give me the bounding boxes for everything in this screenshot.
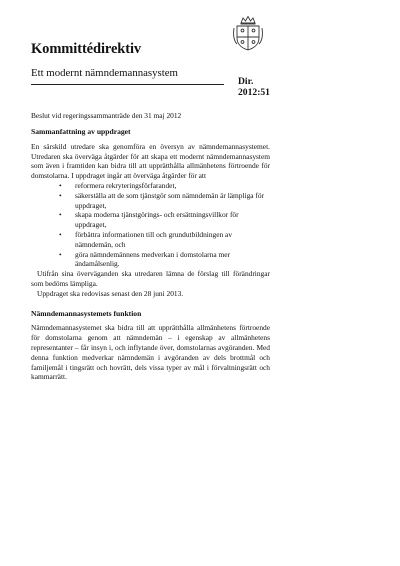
coat-of-arms-icon	[232, 15, 264, 51]
directive-number: 2012:51	[238, 87, 270, 98]
directive-label: Dir.	[238, 76, 254, 87]
section-paragraph: Utifrån sina överväganden ska utredaren lämna de förslag till förändringar som bedöms lämpliga.	[31, 269, 270, 288]
document-body	[31, 127, 270, 382]
section-paragraph: Uppdraget ska redovisas senast den 28 juni 2013.	[37, 288, 184, 298]
bullet-icon: •	[59, 249, 62, 259]
bullet-item: • skapa moderna tjänstgörings- och ersättningsvillkor för uppdraget,	[59, 210, 239, 230]
section-heading: Sammanfattning av uppdraget	[31, 127, 131, 136]
bullet-icon: •	[59, 180, 62, 190]
bullet-item: • förbättra informationen till och grundutbildningen av nämndemän, och	[59, 229, 233, 249]
section-paragraph: Nämndemannasystemet ska bidra till att upprätthålla allmänhetens förtroende för domstolarna genom att nämndemän – i egenskap av allmänhetens representanter – får insyn i, och inflytande över, domstolarnas avgöranden. Med denna funktion medverkar nämndemän i avgöranden av dels brottmål och familjemål i tingsrätt och hovrätt, dels vissa typer av mål i förvaltningsrätt och kammarrätt.	[31, 323, 270, 382]
section-heading: Nämndemannasystemets funktion	[31, 308, 142, 318]
section-summary	[31, 127, 270, 299]
bullet-icon: •	[59, 190, 62, 200]
document-title: Kommittédirektiv	[31, 41, 142, 57]
bullet-list	[31, 181, 270, 269]
title-divider	[31, 84, 224, 85]
document-subtitle: Ett modernt nämndemannasystem	[31, 67, 178, 79]
bullet-item: • reformera rekryteringsförfarandet,	[59, 180, 177, 190]
bullet-icon: •	[59, 210, 62, 220]
decision-line: Beslut vid regeringssammanträde den 31 maj 2012	[31, 111, 182, 120]
section-spacer	[31, 299, 270, 309]
section-paragraph: En särskild utredare ska genomföra en översyn av nämndemannasystemet. Utredaren ska överväga åtgärder för att skapa ett modernt nämndemannasystem som även i framtiden kan bidra till att upprätthålla allmänhetens förtroende för domstolarna. I uppdraget ingår att överväga åtgärder för att	[31, 141, 270, 181]
bullet-item: • göra nämndemännens medverkan i domstolarna mer ändamålsenlig.	[59, 249, 230, 269]
section-function	[31, 309, 270, 383]
bullet-icon: •	[59, 229, 62, 239]
bullet-item: • säkerställa att de som tjänstgör som nämndemän är lämpliga för uppdraget,	[59, 190, 265, 210]
